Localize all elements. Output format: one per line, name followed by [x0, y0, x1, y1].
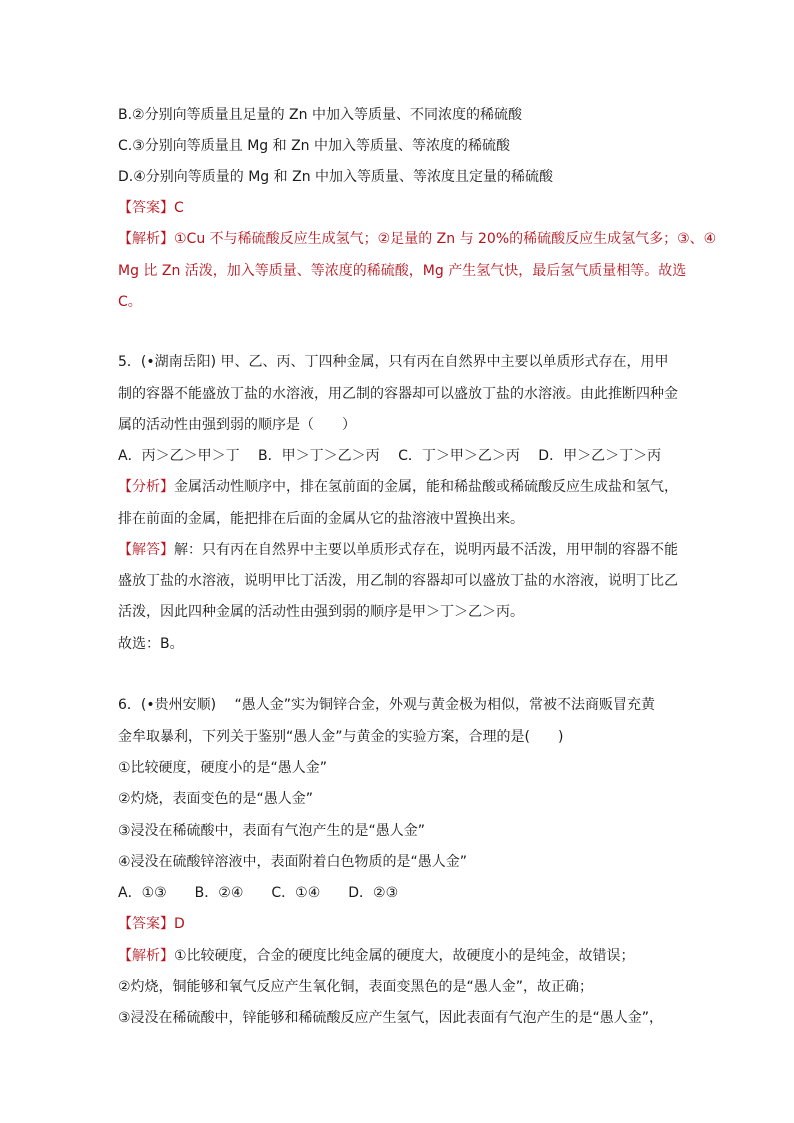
answer-value: D	[174, 916, 185, 932]
q4-option-d: D.④分别向等质量的 Mg 和 Zn 中加入等质量、等浓度且定量的稀硫酸	[118, 169, 554, 185]
q6-analysis-line-1	[118, 947, 678, 965]
q5-solution-line-3: 活泼，因此四种金属的活动性由强到弱的顺序是甲＞丁＞乙＞丙。	[118, 604, 524, 620]
q5-analysis-line-1	[118, 478, 678, 496]
q5-analysis-line-2: 排在前面的金属，能把排在后面的金属从它的盐溶液中置换出来。	[118, 511, 524, 527]
analysis-tag: 【解析】	[118, 231, 174, 247]
solution-text: 解：只有丙在自然界中主要以单质形式存在，说明丙最不活泼，用甲制的容器不能	[174, 542, 678, 558]
q6-statement-4: ④浸没在硫酸锌溶液中，表面附着白色物质的是“愚人金”	[118, 854, 468, 870]
analysis-text: 金属活动性顺序中，排在氢前面的金属，能和稀盐酸或稀硫酸反应生成盐和氢气，	[174, 479, 678, 495]
q5-choice: 故选：B。	[118, 636, 184, 652]
q5-stem-line-1: 5．(•湖南岳阳) 甲、乙、丙、丁四种金属，只有丙在自然界中主要以单质形式存在，用甲	[118, 354, 669, 370]
solution-tag: 【解答】	[118, 542, 174, 558]
analysis-tag: 【解析】	[118, 948, 174, 964]
q4-answer	[118, 199, 678, 217]
q6-analysis-line-3: ③浸没在稀硫酸中，锌能够和稀硫酸反应产生氢气，因此表面有气泡产生的是“愚人金”，	[118, 1010, 664, 1026]
analysis-tag: 【分析】	[118, 479, 174, 495]
q5-stem-line-2: 制的容器不能盛放丁盐的水溶液，用乙制的容器却可以盛放丁盐的水溶液。由此推断四种金	[118, 386, 678, 402]
analysis-text: ①Cu 不与稀硫酸反应生成氢气；②足量的 Zn 与 20%的稀硫酸反应生成氢气多；③、④	[174, 231, 717, 247]
q4-option-b: B.②分别向等质量且足量的 Zn 中加入等质量、不同浓度的稀硫酸	[118, 107, 522, 123]
q6-statement-3: ③浸没在稀硫酸中，表面有气泡产生的是“愚人金”	[118, 823, 426, 839]
q6-stem-line-1: 6．(•贵州安顺) “愚人金”实为铜锌合金，外观与黄金极为相似，常被不法商贩冒充黄	[118, 697, 656, 713]
q6-stem-line-2: 金牟取暴利，下列关于鉴别“愚人金”与黄金的实验方案，合理的是( )	[118, 729, 564, 745]
q4-option-c: C.③分别向等质量且 Mg 和 Zn 中加入等质量、等浓度的稀硫酸	[118, 138, 511, 154]
q5-options: A．丙＞乙＞甲＞丁 B．甲＞丁＞乙＞丙 C．丁＞甲＞乙＞丙 D．甲＞乙＞丁＞丙	[118, 448, 662, 464]
q4-analysis-line-2: Mg 比 Zn 活泼，加入等质量、等浓度的稀硫酸，Mg 产生氢气快，最后氢气质量相等。故选	[118, 263, 687, 279]
q5-stem-line-3: 属的活动性由强到弱的顺序是（ ）	[118, 417, 356, 433]
answer-tag: 【答案】	[118, 200, 174, 216]
answer-tag: 【答案】	[118, 916, 174, 932]
answer-value: C	[174, 200, 184, 216]
q5-solution-line-1	[118, 541, 678, 559]
q6-statement-1: ①比较硬度，硬度小的是“愚人金”	[118, 760, 328, 776]
q4-analysis-line-3: C。	[118, 294, 142, 310]
q6-options: A．①③ B．②④ C．①④ D．②③	[118, 885, 399, 901]
q5-solution-line-2: 盛放丁盐的水溶液，说明甲比丁活泼，用乙制的容器却可以盛放丁盐的水溶液，说明丁比乙	[118, 573, 678, 589]
q4-analysis-line-1	[118, 230, 717, 248]
q6-statement-2: ②灼烧，表面变色的是“愚人金”	[118, 791, 314, 807]
q6-analysis-line-2: ②灼烧，铜能够和氧气反应产生氧化铜，表面变黑色的是“愚人金”，故正确；	[118, 979, 594, 995]
analysis-text: ①比较硬度，合金的硬度比纯金属的硬度大，故硬度小的是纯金，故错误；	[174, 948, 635, 964]
q6-answer	[118, 915, 678, 933]
